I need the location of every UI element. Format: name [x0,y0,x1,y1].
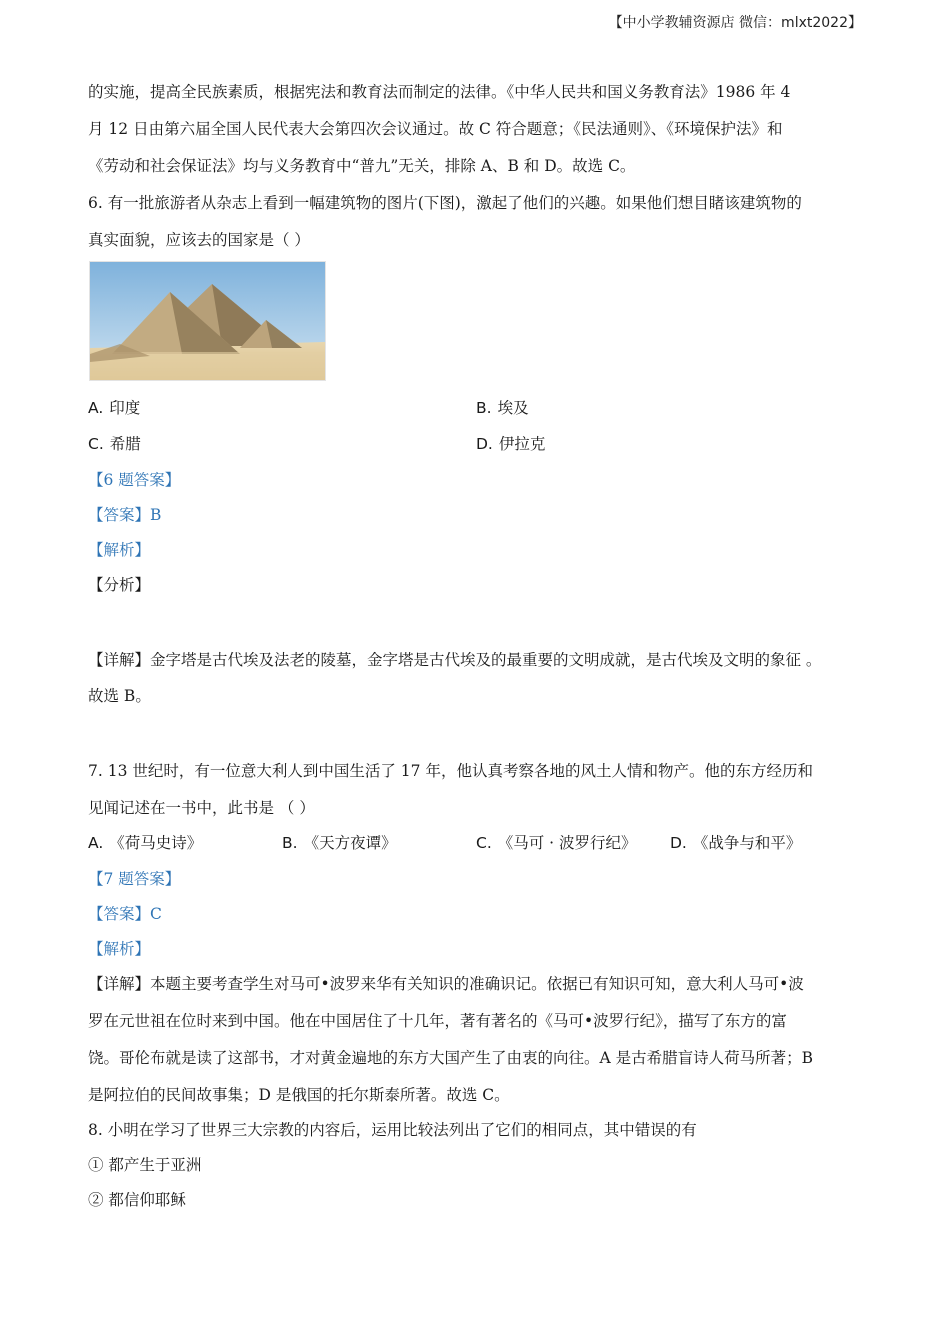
q6-option-a-key: A. [88,399,104,417]
q8-item-2: ② 都信仰耶稣 [88,1191,186,1209]
q7-option-d [670,833,801,853]
q7-stem-line-2: 见闻记述在一书中，此书是 （ ） [88,799,315,817]
q6-stem-line-1: 6. 有一批旅游者从杂志上看到一幅建筑物的图片(下图)，激起了他们的兴趣。如果他们想目睹该建筑物的 [88,194,802,212]
q6-option-c-text: 希腊 [109,435,141,453]
q6-option-a-text: 印度 [109,399,141,417]
q6-answer-heading: 【6 题答案】 [88,471,181,489]
q6-option-c [88,434,141,454]
q7-option-a-text: 《荷马史诗》 [109,834,203,852]
q6-answer-text: 【答案】B [88,506,162,524]
q7-option-a [88,833,202,853]
q6-option-d [476,434,545,454]
q7-option-d-key: D. [670,834,687,852]
q6-analysis-heading: 【解析】 [88,541,151,559]
q7-option-a-key: A. [88,834,104,852]
q8-stem: 8. 小明在学习了世界三大宗教的内容后，运用比较法列出了它们的相同点，其中错误的有 [88,1121,697,1139]
q7-option-b [282,833,397,853]
q8-item-1: ① 都产生于亚洲 [88,1156,202,1174]
q7-detail-line-1: 【详解】本题主要考查学生对马可•波罗来华有关知识的准确识记。依据已有知识可知，意大利人马可•波 [88,975,804,993]
q7-detail-line-2: 罗在元世祖在位时来到中国。他在中国居住了十几年，著有著名的《马可•波罗行纪》，描写了东方的富 [88,1012,787,1030]
q6-option-c-key: C. [88,435,104,453]
q7-option-b-key: B. [282,834,298,852]
q6-option-b-text: 埃及 [497,399,529,417]
q6-option-b [476,398,529,418]
q7-option-d-text: 《战争与和平》 [692,834,802,852]
q6-detail-line-1: 【详解】金字塔是古代埃及法老的陵墓，金字塔是古代埃及的最重要的文明成就，是古代埃及文明的象征 。 [88,651,822,669]
q6-option-d-text: 伊拉克 [498,435,546,453]
q7-answer [88,904,162,924]
q6-option-b-key: B. [476,399,492,417]
q6-option-a [88,398,140,418]
q6-option-d-key: D. [476,435,493,453]
q7-option-c-text: 《马可 · 波罗行纪》 [497,834,637,852]
q7-option-b-text: 《天方夜谭》 [303,834,397,852]
q6-fenxi-heading: 【分析】 [88,576,151,594]
q7-detail-line-4: 是阿拉伯的民间故事集；D 是俄国的托尔斯泰所著。故选 C。 [88,1086,510,1104]
q7-answer-text: 【答案】C [88,905,162,923]
q7-analysis-heading: 【解析】 [88,940,151,958]
q5-explanation-line-2: 月 12 日由第六届全国人民代表大会第四次会议通过。故 C 符合题意；《民法通则》、《环境保护法》和 [88,120,783,138]
q6-answer [88,505,161,525]
q5-explanation-line-1: 的实施，提高全民族素质，根据宪法和教育法而制定的法律。《中华人民共和国义务教育法》1986 年 4 [88,83,791,101]
q7-answer-heading: 【7 题答案】 [88,870,181,888]
pyramids-photo [89,261,326,381]
q7-option-c-key: C. [476,834,492,852]
q5-explanation-line-3: 《劳动和社会保证法》均与义务教育中“普九”无关，排除 A、B 和 D。故选 C。 [88,157,636,175]
q6-stem-line-2: 真实面貌，应该去的国家是（ ） [88,231,310,249]
q6-detail-line-2: 故选 B。 [88,687,151,705]
page-header: 【中小学教辅资源店 微信：mlxt2022】 [608,15,862,31]
q7-option-c [476,833,637,853]
q7-stem-line-1: 7. 13 世纪时，有一位意大利人到中国生活了 17 年，他认真考察各地的风土人情和物产。他的东方经历和 [88,762,813,780]
q7-detail-line-3: 饶。哥伦布就是读了这部书，才对黄金遍地的东方大国产生了由衷的向往。A 是古希腊盲诗人荷马所著；B [88,1049,814,1067]
